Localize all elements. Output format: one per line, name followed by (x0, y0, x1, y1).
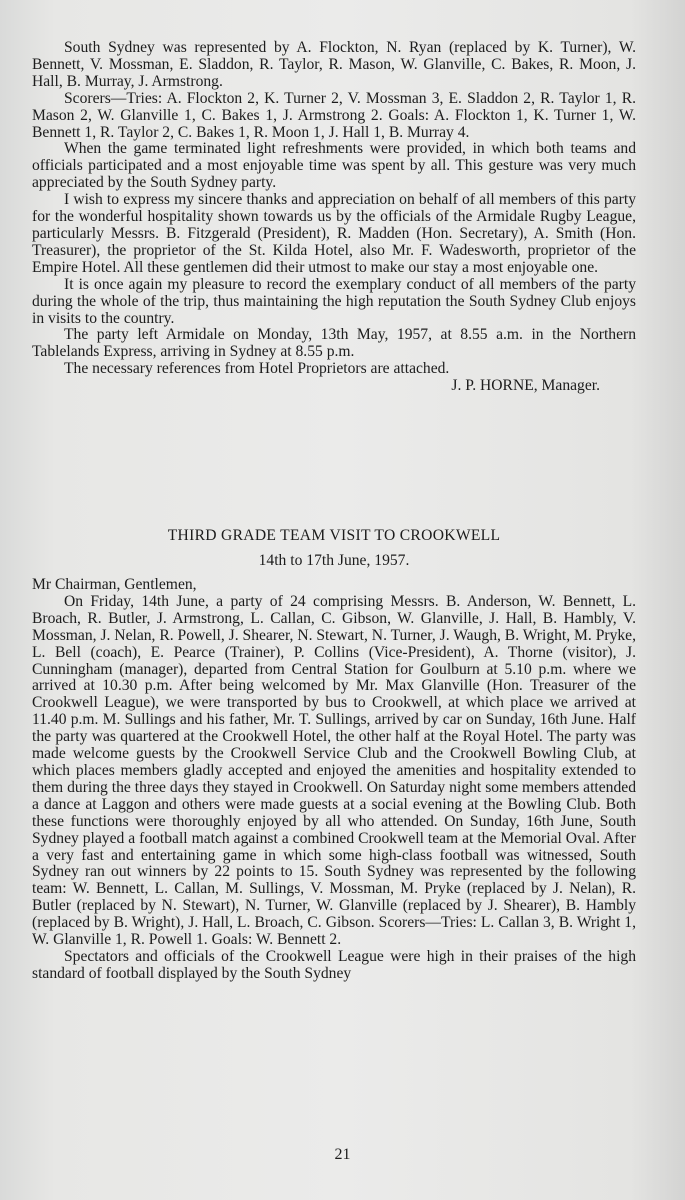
section-title: THIRD GRADE TEAM VISIT TO CROOKWELL (167, 527, 501, 544)
spectators-paragraph: Spectators and officials of the Crookwell League were high in their praises of the high standard of football displayed by the South Sydney (32, 947, 636, 982)
departure-paragraph: The party left Armidale on Monday, 13th May, 1957, at 8.55 a.m. in the Northern Tablelands Express, arriving in Sydney at 8.55 p.m. (32, 326, 636, 361)
references-paragraph: The necessary references from Hotel Proprietors are attached. (64, 360, 450, 378)
thanks-paragraph: I wish to express my sincere thanks and appreciation on behalf of all members of this party for the wonderful hospitality shown towards us by the officials of the Armidale Rugby League, particularly Messrs. B. Fitzgerald (President), R. Madden (Hon. Secretary), A. Smith (Hon. Treasurer), the proprietor of the St. Kilda Hotel, also Mr. F. Wadesworth, proprietor of the Empire Hotel. All these gentlemen did their utmost to make our stay a most enjoyable one. (32, 191, 636, 276)
page-number: 21 (334, 1146, 351, 1163)
team-list-paragraph: South Sydney was represented by A. Flockton, N. Ryan (replaced by K. Turner), W. Bennett, V. Mossman, E. Sladdon, R. Taylor, R. Mason, W. Glanville, C. Bakes, R. Moon, J. Hall, B. Murray, J. Armstrong. (32, 39, 636, 90)
crookwell-report (32, 577, 636, 983)
section-dates: 14th to 17th June, 1957. (258, 552, 410, 569)
salutation: Mr Chairman, Gentlemen, (32, 576, 197, 593)
refreshments-paragraph: When the game terminated light refreshments were provided, in which both teams and officials participated and a most enjoyable time was spent by all. This gesture was very much appreciated by the South Sydney party. (32, 140, 636, 192)
manager-signature: J. P. HORNE, Manager. (451, 377, 600, 395)
scorers-paragraph: Scorers—Tries: A. Flockton 2, K. Turner 2, V. Mossman 3, E. Sladdon 2, R. Taylor 1, R. Mason 2, W. Glanville 1, C. Bakes 1, J. Armstrong 2. Goals: A. Flockton 1, K. Turner 1, W. Bennett 1, R. Taylor 2, C. Bakes 1, R. Moon 1, J. Hall 1, B. Murray 4. (32, 89, 636, 141)
trip-account-paragraph: On Friday, 14th June, a party of 24 comprising Messrs. B. Anderson, W. Bennett, L. Broach, R. Butler, J. Armstrong, L. Callan, C. Gibson, W. Glanville, J. Hall, B. Hambly, V. Mossman, J. Nelan, R. Powell, J. Shearer, N. Stewart, N. Turner, J. Waugh, B. Wright, M. Pryke, L. Bell (coach), E. Pearce (Trainer), P. Collins (Vice-President), A. Thorne (visitor), J. Cunningham (manager), departed from Central Station for Goulburn at 5.10 p.m. where we arrived at 10.30 p.m. After being welcomed by Mr. Max Glanville (Hon. Treasurer of the Crookwell League), we were transported by bus to Crookwell, at which place we arrived at 11.40 p.m. M. Sullings and his father, Mr. T. Sullings, arrived by car on Sunday, 16th June. Half the party was quartered at the Crookwell Hotel, the other half at the Royal Hotel. The party was made welcome guests by the Crookwell Service Club and the Crookwell Bowling Club, at which places members gladly accepted and enjoyed the amenities and hospitality extended to them during the three days they stayed in Crookwell. On Saturday night some members attended a dance at Laggon and others were made guests at a social evening at the Bowling Club. Both these functions were thoroughly enjoyed by all who attended. On Sunday, 16th June, South Sydney played a football match against a combined Crookwell team at the Memorial Oval. After a very fast and entertaining game in which some high-class football was witnessed, South Sydney ran out winners by 22 points to 15. South Sydney was represented by the following team: W. Bennett, L. Callan, M. Sullings, V. Mossman, M. Pryke (replaced by J. Nelan), R. Butler (replaced by N. Stewart), N. Turner, W. Glanville (replaced by J. Shearer), B. Hambly (replaced by B. Wright), J. Hall, L. Broach, C. Gibson. Scorers—Tries: L. Callan 3, B. Wright 1, W. Glanville 1, R. Powell 1. Goals: W. Bennett 2. (32, 592, 636, 949)
previous-report-continuation (32, 40, 636, 395)
conduct-paragraph: It is once again my pleasure to record the exemplary conduct of all members of the party during the whole of the trip, thus maintaining the high reputation the South Sydney Club enjoys in visits to the country. (32, 275, 636, 327)
